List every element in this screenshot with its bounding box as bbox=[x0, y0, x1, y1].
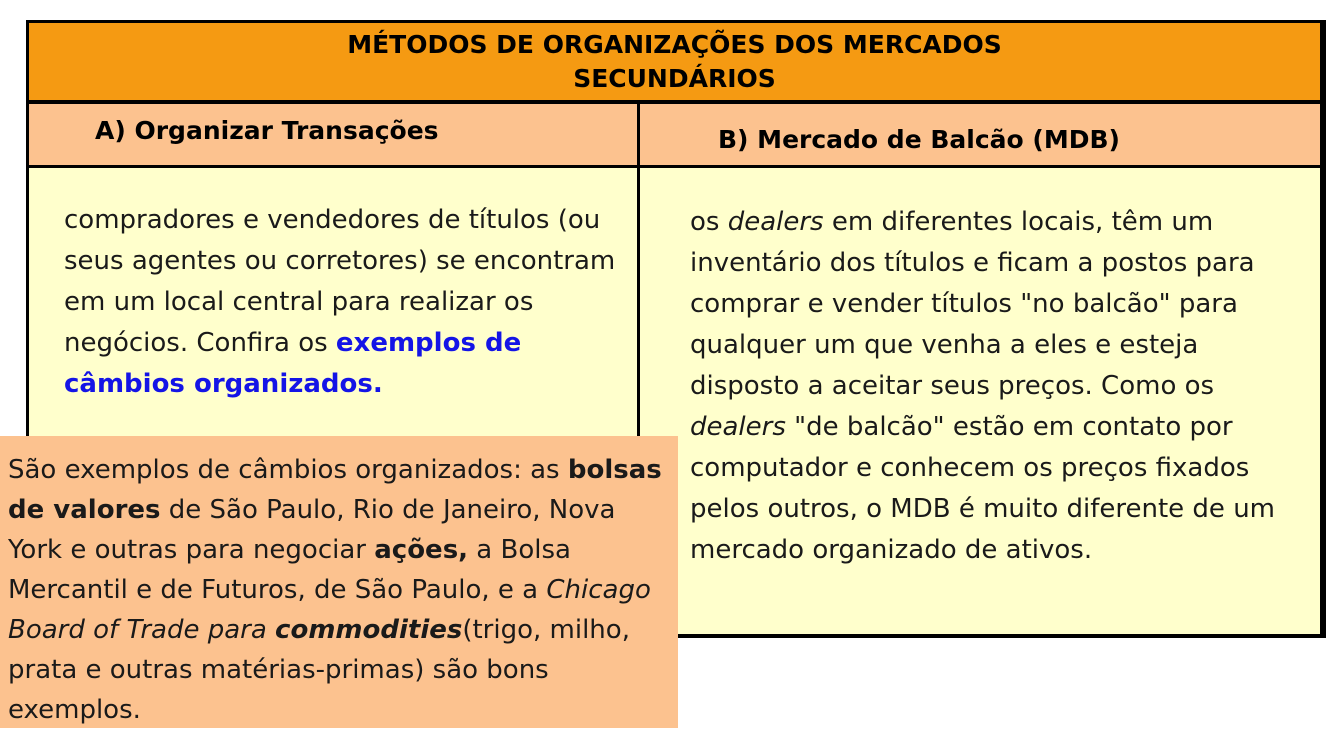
examples-popup bbox=[0, 436, 678, 728]
column-a-text: compradores e vendedores de títulos (ou seus agentes ou corretores) se encontram em um local central para realizar os negócios. Confira os bbox=[64, 205, 616, 358]
title-line-1: MÉTODOS DE ORGANIZAÇÕES DOS MERCADOS bbox=[347, 29, 1002, 59]
popup-text-4: (trigo, milho, prata e outras matérias-primas) são bons exemplos. bbox=[8, 615, 630, 725]
popup-text-1: São exemplos de câmbios organizados: as bbox=[8, 455, 568, 485]
column-b-text-1: os bbox=[690, 207, 728, 237]
popup-text-2: de São Paulo, Rio de Janeiro, Nova York e outras para negociar bbox=[8, 495, 616, 565]
column-b-dealers-1: dealers bbox=[727, 207, 824, 237]
organized-exchanges-link[interactable]: exemplos de câmbios organizados. bbox=[64, 328, 522, 399]
title-line-2: SECUNDÁRIOS bbox=[573, 63, 776, 93]
column-a-header: A) Organizar Transações bbox=[26, 104, 640, 168]
popup-chicago: Chicago Board of Trade para bbox=[8, 575, 651, 645]
popup-commodities: commodities bbox=[275, 615, 463, 645]
column-b-text-3: "de balcão" estão em contato por computador e conhecem os preços fixados pelos outros, o MDB é muito diferente de um mercado organizado de ativos. bbox=[690, 412, 1275, 565]
popup-bolsas: bolsas de valores bbox=[8, 455, 662, 525]
popup-acoes: ações, bbox=[374, 535, 469, 565]
column-b-content bbox=[640, 168, 1326, 638]
column-b-dealers-2: dealers bbox=[690, 412, 786, 442]
table-title bbox=[26, 20, 1326, 104]
column-b-header: B) Mercado de Balcão (MDB) bbox=[640, 104, 1326, 168]
popup-text-3: a Bolsa Mercantil e de Futuros, de São Paulo, e a bbox=[8, 535, 571, 605]
column-b-text-2: em diferentes locais, têm um inventário dos títulos e ficam a postos para comprar e vender títulos "no balcão" para qualquer um que venha a eles e esteja disposto a aceitar seus preços. Como os bbox=[690, 207, 1255, 401]
